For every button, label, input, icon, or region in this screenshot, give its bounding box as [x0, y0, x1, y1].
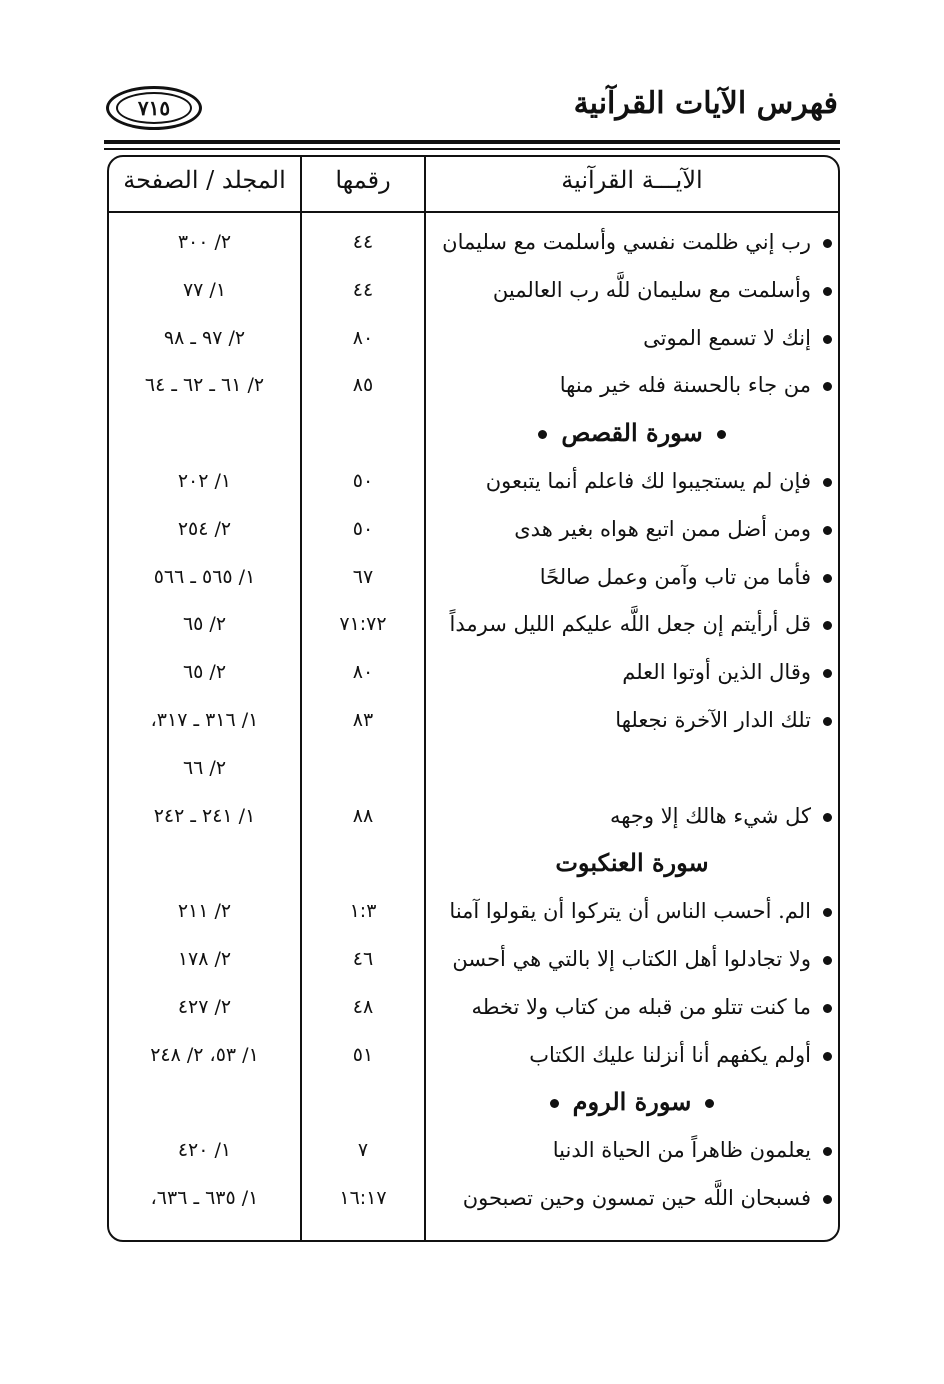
bullet-icon — [823, 908, 832, 917]
bullet-icon — [823, 239, 832, 248]
surah-heading — [426, 1082, 838, 1122]
surah-heading-row — [0, 413, 944, 453]
verse-text — [432, 270, 832, 310]
bullet-icon — [705, 1099, 714, 1108]
bullet-icon — [823, 1052, 832, 1061]
volume-page-ref: ١/ ٦٣٥ ـ ٦٣٦، — [150, 1187, 259, 1209]
bullet-icon — [823, 382, 832, 391]
bullet-icon — [823, 1147, 832, 1156]
verse-text — [432, 365, 832, 405]
table-row — [0, 700, 944, 740]
volume-page-ref: ١/ ٢٤١ ـ ٢٤٢ — [153, 804, 256, 827]
volume-page-ref: ١/ ٤٢٠ — [177, 1139, 232, 1162]
volume-page-ref: ١/ ٥٣، ٢/ ٢٤٨ — [150, 1043, 259, 1066]
verse-label: من جاء بالحسنة فله خير منها — [559, 373, 811, 398]
volume-page-ref: ٢/ ٦١ ـ ٦٢ ـ ٦٤ — [144, 374, 265, 397]
volume-page-ref: ١/ ٣١٦ ـ ٣١٧، — [150, 709, 259, 731]
bullet-icon — [823, 574, 832, 583]
volume-page-ref: ٢/ ٩٧ ـ ٩٨ — [163, 326, 246, 349]
table-row — [0, 1130, 944, 1170]
table-row — [0, 365, 944, 405]
verse-text — [432, 796, 832, 836]
verse-label: تلك الدار الآخرة نجعلها — [615, 708, 811, 732]
verse-number: ٤٨ — [352, 995, 374, 1018]
verse-text — [432, 1130, 832, 1170]
header-divider — [107, 211, 840, 213]
table-row — [0, 1035, 944, 1075]
verse-number: ٤٤ — [352, 278, 374, 301]
volume-page-ref: ١/ ٧٧ — [182, 278, 227, 301]
verse-label: يعلمون ظاهراً من الحياة الدنيا — [552, 1138, 811, 1163]
page-title: فهرس الآيات القرآنية — [573, 86, 838, 121]
verse-number: ٧ — [357, 1139, 369, 1162]
verse-label: فإن لم يستجيبوا لك فاعلم أنما يتبعون — [485, 469, 811, 493]
bullet-icon — [823, 669, 832, 678]
verse-text — [432, 461, 832, 501]
table-row — [0, 270, 944, 310]
verse-text — [432, 222, 832, 262]
volume-page-ref: ٢/ ٢١١ — [177, 900, 232, 923]
volume-page-ref: ١/ ٢٠٢ — [177, 470, 232, 492]
verse-number: ٦٧ — [352, 565, 374, 588]
verse-text — [432, 509, 832, 549]
verse-label: ما كنت تتلو من قبله من كتاب ولا تخطه — [471, 994, 811, 1019]
table-row — [0, 557, 944, 597]
surah-heading-row — [0, 843, 944, 883]
verse-number: ٥٠ — [352, 470, 374, 492]
bullet-icon — [823, 956, 832, 965]
header-rule-thin — [104, 148, 840, 150]
bullet-icon — [550, 1099, 559, 1108]
volume-page-ref: ٢/ ٤٢٧ — [177, 995, 232, 1018]
verse-number: ٨٨ — [352, 804, 374, 827]
verse-number: ٨٣ — [352, 709, 374, 731]
verse-number: ٤٤ — [352, 231, 374, 253]
verse-text — [432, 604, 832, 644]
verse-label: قل أرأيتم إن جعل اللَّه عليكم الليل سرمداً — [449, 612, 811, 637]
volume-page-ref: ٢/ ٣٠٠ — [177, 231, 232, 253]
header-rule-thick — [104, 140, 840, 144]
bullet-icon — [823, 526, 832, 535]
verse-text — [432, 1035, 832, 1075]
verse-number: ١:٣ — [349, 900, 377, 923]
table-row — [0, 222, 944, 262]
verse-label: الم. أحسب الناس أن يتركوا أن يقولوا آمنا — [449, 899, 811, 924]
verse-text — [432, 652, 832, 692]
verse-text — [432, 1178, 832, 1218]
table-row — [0, 939, 944, 979]
table-row — [0, 796, 944, 836]
verse-number: ٧١:٧٢ — [339, 613, 387, 636]
surah-heading — [426, 413, 838, 453]
verse-label: كل شيء هالك إلا وجهه — [609, 803, 811, 828]
verse-number: ٨٥ — [352, 374, 374, 397]
volume-page-ref: ٢/ ٦٥ — [182, 661, 227, 684]
verse-number: ٤٦ — [352, 948, 374, 970]
verse-number: ٨٠ — [352, 326, 374, 349]
surah-name: سورة الروم — [572, 1087, 692, 1117]
continuation-row — [0, 748, 944, 788]
table-row — [0, 891, 944, 931]
page-number-badge — [106, 86, 202, 130]
verse-text — [432, 891, 832, 931]
verse-label: وأسلمت مع سليمان للَّه رب العالمين — [492, 277, 811, 302]
volume-page-ref: ١/ ٥٦٥ ـ ٥٦٦ — [153, 565, 256, 588]
column-header-number: رقمها — [335, 166, 391, 194]
verse-number: ٥١ — [352, 1043, 374, 1066]
bullet-icon — [823, 1195, 832, 1204]
verse-label: ولا تجادلوا أهل الكتاب إلا بالتي هي أحسن — [452, 947, 811, 971]
bullet-icon — [823, 478, 832, 487]
verse-text — [432, 318, 832, 358]
surah-name: سورة القصص — [561, 418, 703, 448]
table-row — [0, 604, 944, 644]
table-row — [0, 652, 944, 692]
verse-number: ٨٠ — [352, 661, 374, 684]
table-row — [0, 318, 944, 358]
verse-label: أولم يكفهم أنا أنزلنا عليك الكتاب — [529, 1042, 811, 1067]
table-row — [0, 987, 944, 1027]
verse-text — [432, 700, 832, 740]
table-row — [0, 461, 944, 501]
table-row — [0, 509, 944, 549]
bullet-icon — [538, 430, 547, 439]
column-header-volume-page: المجلد / الصفحة — [123, 166, 286, 194]
surah-heading — [426, 843, 838, 883]
volume-page-ref: ٢/ ١٧٨ — [177, 948, 232, 970]
bullet-icon — [823, 335, 832, 344]
verse-text — [432, 987, 832, 1027]
verse-label: ومن أضل ممن اتبع هواه بغير هدى — [514, 516, 811, 541]
volume-page-ref: ٢/ ٦٦ — [182, 756, 227, 779]
table-row — [0, 1178, 944, 1218]
volume-page-ref: ٢/ ٦٥ — [182, 613, 227, 636]
bullet-icon — [823, 1004, 832, 1013]
surah-heading-row — [0, 1082, 944, 1122]
bullet-icon — [823, 621, 832, 630]
bullet-icon — [823, 813, 832, 822]
verse-label: فسبحان اللَّه حين تمسون وحين تصبحون — [462, 1186, 811, 1210]
verse-label: إنك لا تسمع الموتى — [643, 325, 811, 350]
verse-text — [432, 557, 832, 597]
surah-name: سورة العنكبوت — [555, 848, 709, 878]
volume-page-ref: ٢/ ٢٥٤ — [177, 517, 232, 540]
verse-label: فأما من تاب وآمن وعمل صالحًا — [539, 564, 811, 589]
verse-number: ٥٠ — [352, 517, 374, 540]
column-header-verse: الآيـــة القرآنية — [561, 166, 703, 194]
bullet-icon — [717, 430, 726, 439]
bullet-icon — [823, 287, 832, 296]
verse-number: ١٦:١٧ — [339, 1187, 387, 1209]
verse-label: وقال الذين أوتوا العلم — [622, 660, 811, 685]
verse-label: رب إني ظلمت نفسي وأسلمت مع سليمان — [442, 230, 811, 254]
page-number: ٧١٥ — [116, 92, 192, 124]
verse-text — [432, 939, 832, 979]
bullet-icon — [823, 717, 832, 726]
